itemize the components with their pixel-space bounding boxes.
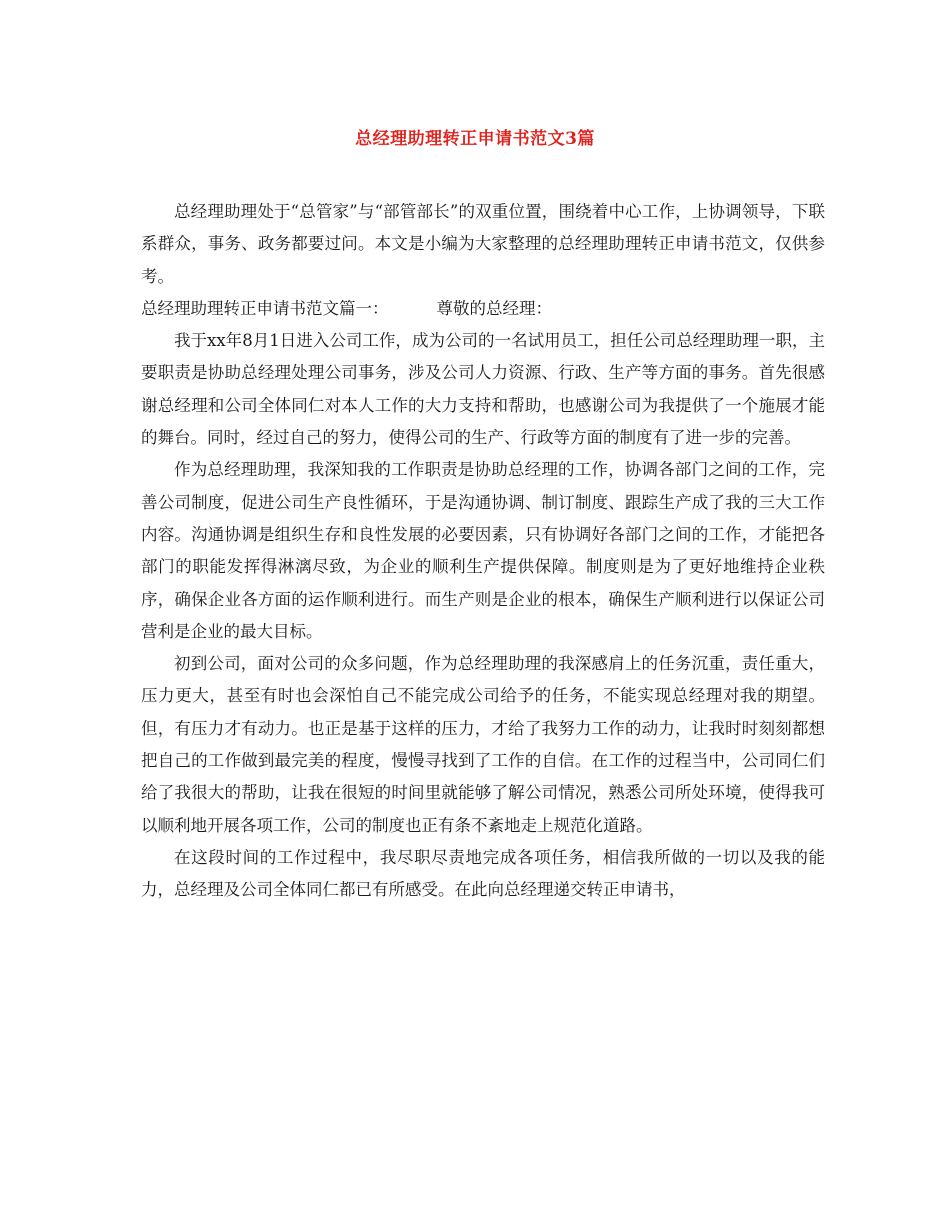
document-title: 总经理助理转正申请书范文3篇 [355,129,595,149]
intro-paragraph: 总经理助理处于“总管家”与“部管部长”的双重位置，围绕着中心工作，上协调领导，下联系群众，事务、政务都要过问。本文是小编为大家整理的总经理助理转正申请书范文，仅供参考。 [141,202,825,286]
body-paragraph-4: 在这段时间的工作过程中，我尽职尽责地完成各项任务，相信我所做的一切以及我的能力，总经理及公司全体同仁都已有所感受。在此向总经理递交转正申请书， [141,847,825,900]
body-paragraph-1: 我于xx年8月1日进入公司工作，成为公司的一名试用员工，担任公司总经理助理一职，主要职责是协助总经理处理公司事务，涉及公司人力资源、行政、生产等方面的事务。首先很感谢总经理和公司全体同仁对本人工作的大力支持和帮助，也感谢公司为我提供了一个施展才能的舞台。同时，经过自己的努力，使得公司的生产、行政等方面的制度有了进一步的完善。 [141,331,825,448]
body-paragraph-2: 作为总经理助理，我深知我的工作职责是协助总经理的工作，协调各部门之间的工作，完善公司制度，促进公司生产良性循环，于是沟通协调、制订制度、跟踪生产成了我的三大工作内容。沟通协调是组织生存和良性发展的必要因素，只有协调好各部门之间的工作，才能把各部门的职能发挥得淋漓尽致，为企业的顺利生产提供保障。制度则是为了更好地维持企业秩序，确保企业各方面的运作顺利进行。而生产则是企业的根本，确保生产顺利进行以保证公司营利是企业的最大目标。 [141,460,825,641]
section-heading-line [141,293,825,325]
salutation: 尊敬的总经理： [436,298,552,318]
document-body [141,196,825,907]
section-heading: 总经理助理转正申请书范文篇一： [141,298,389,318]
body-paragraph-3: 初到公司，面对公司的众多问题，作为总经理助理的我深感肩上的任务沉重，责任重大，压力更大，甚至有时也会深怕自己不能完成公司给予的任务，不能实现总经理对我的期望。但，有压力才有动力。也正是基于这样的压力，才给了我努力工作的动力，让我时时刻刻都想把自己的工作做到最完美的程度，慢慢寻找到了工作的自信。在工作的过程当中，公司同仁们给了我很大的帮助，让我在很短的时间里就能够了解公司情况，熟悉公司所处环境，使得我可以顺利地开展各项工作，公司的制度也正有条不紊地走上规范化道路。 [141,654,825,835]
